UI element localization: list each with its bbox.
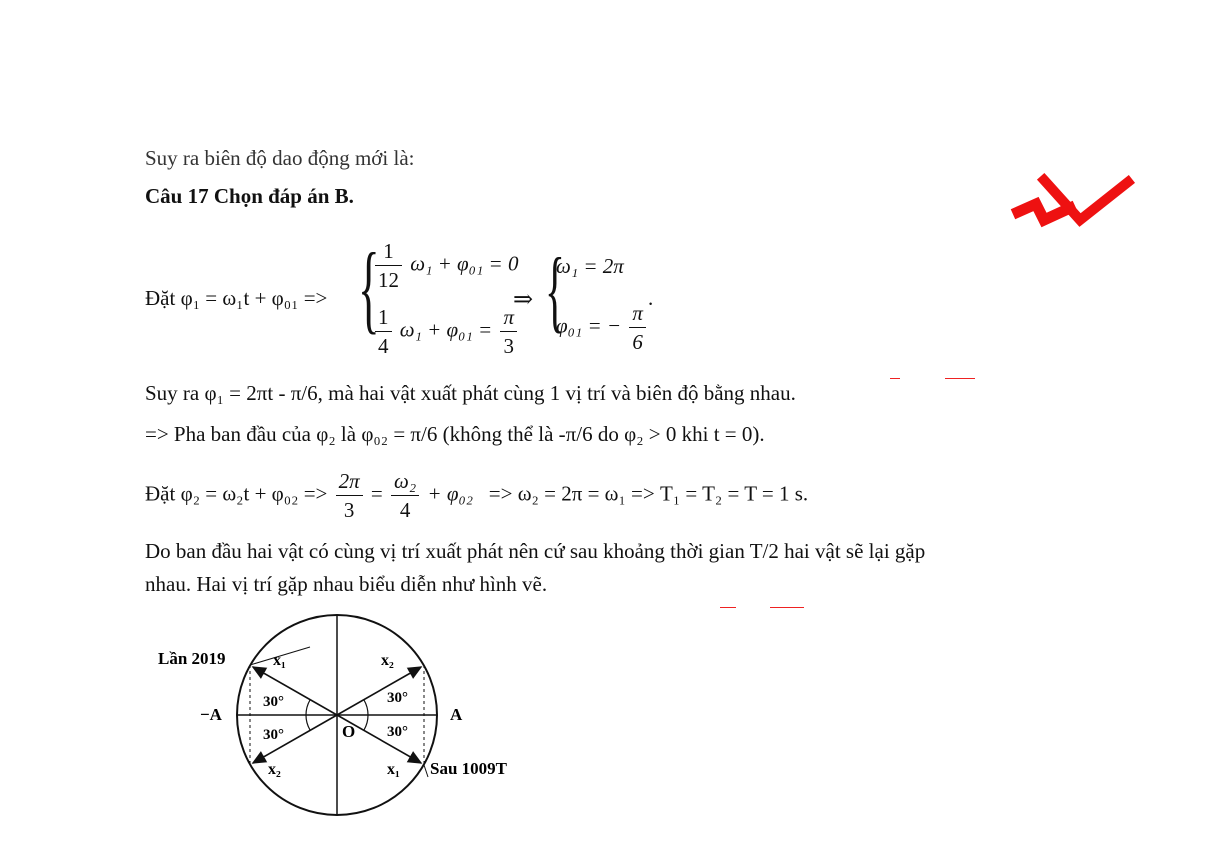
question-17-label: Câu 17 Chọn đáp án B.	[145, 184, 354, 208]
den: 4	[399, 498, 411, 522]
red-artifact	[945, 378, 975, 379]
line-phase2	[145, 422, 765, 447]
text-meeting-b: nhau. Hai vị trí gặp nhau biểu diễn như hình vẽ.	[145, 572, 548, 596]
res2-text: φ₀₁ = −	[556, 313, 622, 338]
eq1-row2	[372, 304, 520, 359]
label-x1-top: x₁	[273, 652, 286, 669]
line-phase1	[145, 381, 796, 406]
eq2	[145, 468, 808, 523]
question-heading	[145, 184, 354, 209]
den: 6	[632, 330, 643, 354]
eq1-prefix	[145, 286, 327, 311]
label-x2-top: x₂	[381, 652, 394, 669]
implies-sign	[513, 285, 533, 314]
label-minus-a: −A	[200, 705, 222, 724]
line-meeting-a	[145, 539, 925, 564]
label-sau-1009t: Sau 1009T	[430, 759, 507, 778]
eq1-end	[648, 286, 653, 311]
res1-text: ω₁ = 2π	[556, 254, 624, 278]
eq1-res1	[556, 254, 624, 279]
eq2-plus: + φ₀₂	[427, 481, 474, 506]
num: π	[629, 300, 646, 328]
num: ω₂	[391, 468, 419, 496]
vector-x2-top	[337, 667, 421, 715]
eq1-row2-text: ω₁ + φ₀₁ =	[399, 317, 493, 342]
line-meeting-b	[145, 572, 547, 597]
frac-1-12	[375, 238, 402, 293]
line-amplitude	[145, 146, 414, 171]
label-x2-bottom: x₂	[268, 761, 281, 778]
brace-left: {	[358, 232, 380, 343]
angle-bottom-right: 30°	[387, 724, 408, 740]
phase-circle-diagram	[150, 612, 550, 822]
text-amplitude: Suy ra biên độ dao động mới là:	[145, 146, 415, 170]
eq1-row1-text: ω₁ + φ₀₁ = 0	[410, 251, 519, 276]
label-a: A	[450, 705, 463, 724]
sau-leader	[424, 765, 428, 777]
text-meeting-a: Do ban đầu hai vật có cùng vị trí xuất phát nên cứ sau khoảng thời gian T/2 hai vật sẽ lại gặp	[145, 539, 926, 563]
implies-text: ⇒	[513, 287, 534, 313]
brace-right: {	[545, 239, 565, 341]
angle-top-left: 30°	[263, 694, 284, 710]
eq1-res2	[556, 300, 649, 355]
red-artifact	[770, 607, 804, 608]
frac-1-4	[375, 304, 392, 359]
label-origin: O	[342, 722, 356, 741]
eq2-prefix: Đặt φ₂ = ω₂t + φ₀₂ =>	[145, 481, 328, 506]
angle-top-right: 30°	[387, 690, 408, 706]
eq2-suffix: => ω₂ = 2π = ω₁ => T₁ = T₂ = T = 1 s.	[488, 481, 809, 506]
num: 1	[375, 304, 392, 332]
red-watermark-logo	[1010, 160, 1140, 240]
frac-w2-4	[391, 468, 419, 523]
red-artifact	[720, 607, 736, 608]
text-phase1: Suy ra φ₁ = 2πt - π/6, mà hai vật xuất phát cùng 1 vị trí và biên độ bằng nhau.	[145, 381, 796, 405]
den: 4	[378, 334, 389, 358]
label-lan-2019: Lần 2019	[158, 649, 226, 668]
num: 2π	[336, 468, 363, 496]
eq2-equals: =	[370, 481, 383, 506]
num: 1	[375, 238, 402, 266]
angle-bottom-left: 30°	[263, 727, 284, 743]
den: 12	[378, 268, 399, 292]
frac-pi-6	[629, 300, 646, 355]
eq1-prefix-text: Đặt φ₁ = ω₁t + φ₀₁ =>	[145, 286, 328, 310]
den: 3	[343, 498, 355, 522]
red-artifact	[890, 378, 900, 379]
frac-2pi-3	[336, 468, 363, 523]
num: π	[500, 304, 517, 332]
eq1-row1	[372, 238, 518, 293]
label-x1-bottom: x₁	[387, 761, 400, 778]
den: 3	[503, 334, 514, 358]
text-phase2: => Pha ban đầu của φ₂ là φ₀₂ = π/6 (không thể là -π/6 do φ₂ > 0 khi t = 0).	[145, 422, 765, 446]
end-dot: .	[648, 286, 654, 310]
